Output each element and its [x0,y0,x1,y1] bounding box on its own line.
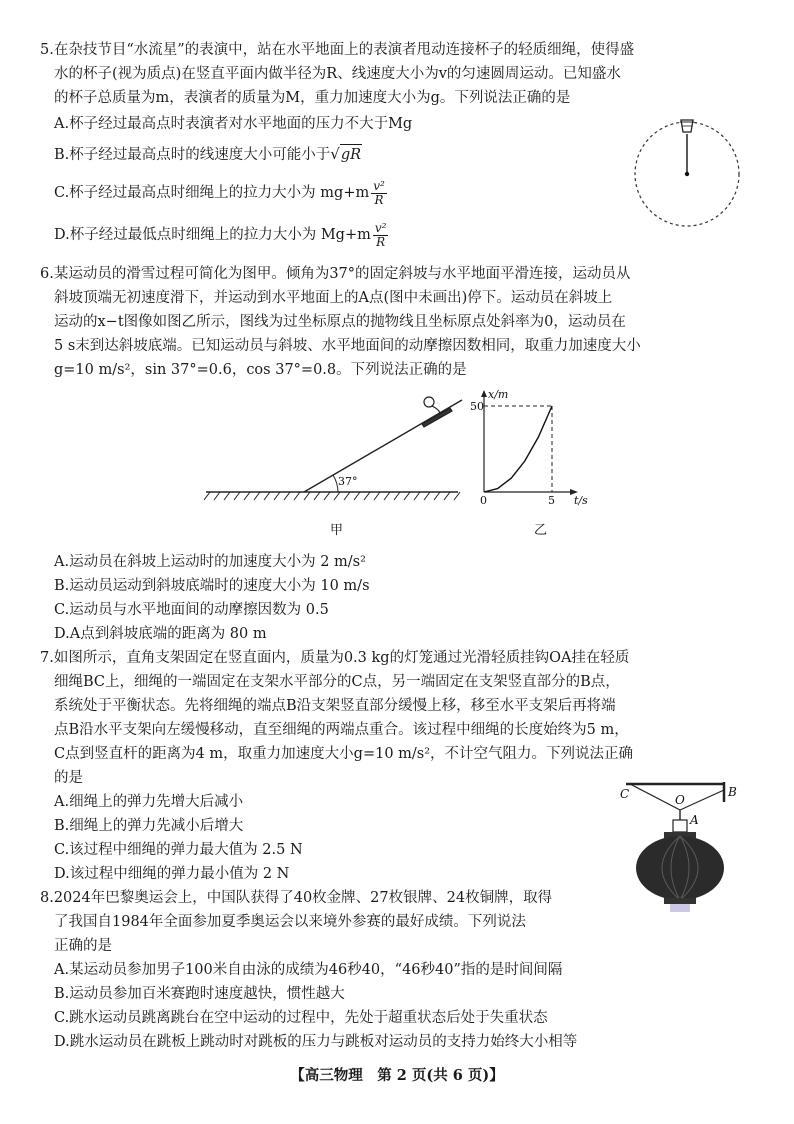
label-a: A [690,813,699,827]
fraction-numerator: v² [373,178,385,193]
q6-option-a: A.运动员在斜坡上运动时的加速度大小为 2 m/s² [54,554,366,570]
q6-xt-chart [470,386,600,540]
label-o: O [675,793,685,807]
q5-option-d-text: D.杯子经过最低点时细绳上的拉力大小为 Mg+m [54,227,371,243]
angle-label: 37° [338,475,358,488]
lantern-icon [636,820,724,912]
q5-option-c [54,176,389,210]
q8-option-d: D.跳水运动员在跳板上跳动时对跳板的压力与跳板对运动员的支持力始终大小相等 [54,1034,578,1050]
x-axis-label: t/s [574,494,588,507]
q6-slope-figure [204,390,466,540]
q7-line-4: 点B沿水平支架向左缓慢移动，直至细绳的两端点重合。该过程中细绳的长度始终为5 m， [54,722,629,738]
x-tick-label: 5 [548,494,555,507]
rope-co [630,784,680,810]
fraction-denominator: R [374,192,384,207]
q5-line-1: 5.在杂技节目“水流星”的表演中，站在水平地面上的表演者甩动连接杯子的轻质细绳，使得盛 [40,42,635,58]
q7-line-6: 的是 [54,770,83,786]
skier-icon [422,397,452,427]
sqrt-sign-icon: √ [330,145,340,163]
q7-lantern-figure [612,776,762,946]
q7-line-2: 细绳BC上，细绳的一端固定在支架水平部分的C点，另一端固定在支架竖直部分的B点， [54,674,620,690]
q5-option-d-fraction [373,222,389,249]
q5-option-b-text: B.杯子经过最高点时的线速度大小可能小于 [54,147,331,163]
q5-option-b-sqrt: gR [340,144,362,165]
center-point [685,172,689,176]
q8-option-b: B.运动员参加百米赛跑时速度越快，惯性越大 [54,986,345,1002]
q8-option-c: C.跳水运动员跳离跳台在空中运动的过程中，先处于超重状态后处于失重状态 [54,1010,548,1026]
fraction-numerator: v² [374,220,387,235]
label-c: C [620,787,630,801]
q5-option-c-text: C.杯子经过最高点时细绳上的拉力大小为 mg+m [54,185,370,201]
q6-option-b: B.运动员运动到斜坡底端时的速度大小为 10 m/s [54,578,370,594]
q5-option-c-fraction [371,180,387,207]
page-footer: 【高三物理 第 2 页(共 6 页)】 [290,1067,504,1084]
q8-line-1: 8.2024年巴黎奥运会上，中国队获得了40枚金牌、27枚银牌、24枚铜牌，取得 [40,890,553,906]
q8-line-2: 了我国自1984年全面参加夏季奥运会以来境外参赛的最好成绩。下列说法 [54,914,526,930]
figure-jia-caption: 甲 [330,523,344,538]
q6-option-d: D.A点到斜坡底端的距离为 80 m [54,626,267,642]
q6-line-1: 6.某运动员的滑雪过程可简化为图甲。倾角为37°的固定斜坡与水平地面平滑连接，运动员从 [40,266,631,282]
q7-option-a: A.细绳上的弹力先增大后减小 [54,794,244,810]
q5-option-a: A.杯子经过最高点时表演者对水平地面的压力不大于Mg [54,116,413,132]
figure-yi-caption: 乙 [534,523,548,538]
q5-line-3: 的杯子总质量为m，表演者的质量为M，重力加速度大小为g。下列说法正确的是 [54,90,571,106]
q8-line-3: 正确的是 [54,938,112,954]
origin-label: 0 [480,494,487,507]
q6-line-5: g=10 m/s²，sin 37°=0.6，cos 37°=0.8。下列说法正确的是 [54,362,467,378]
q7-option-c: C.该过程中细绳的弹力最大值为 2.5 N [54,842,303,858]
cup-icon [680,120,694,132]
fraction-denominator: R [376,234,386,249]
q5-option-d [54,218,390,252]
q5-line-2: 水的杯子(视为质点)在竖直平面内做半径为R、线速度大小为v的匀速圆周运动。已知盛水 [54,66,621,82]
q7-option-b: B.细绳上的弹力先减小后增大 [54,818,244,834]
q6-option-c: C.运动员与水平地面间的动摩擦因数为 0.5 [54,602,329,618]
y-axis-label: x/m [488,388,509,401]
q7-line-3: 系统处于平衡状态。先将细绳的端点B沿支架竖直部分缓慢上移，移至水平支架后再将端 [54,698,616,714]
q7-line-5: C点到竖直杆的距离为4 m，取重力加速度大小g=10 m/s²，不计空气阻力。下列说法正确 [54,746,634,762]
q6-line-4: 5 s末到达斜坡底端。已知运动员与斜坡、水平地面间的动摩擦因数相同，取重力加速度大小 [54,338,641,354]
xt-parabola-line [484,406,552,492]
q7-line-1: 7.如图所示，直角支架固定在竖直面内，质量为0.3 kg的灯笼通过光滑轻质挂钩OA挂在轻质 [40,650,630,666]
q5-option-b [54,144,362,165]
slope-line [304,400,462,492]
label-b: B [728,785,737,799]
q6-line-3: 运动的x−t图像如图乙所示，图线为过坐标原点的抛物线且坐标原点处斜率为0，运动员在 [54,314,626,330]
q7-option-d: D.该过程中细绳的弹力最小值为 2 N [54,866,290,882]
q8-option-a: A.某运动员参加男子100米自由泳的成绩为46秒40，“46秒40”指的是时间间隔 [54,962,563,978]
q6-line-2: 斜坡顶端无初速度滑下，并运动到水平地面上的A点(图中未画出)停下。运动员在斜坡上 [54,290,613,306]
ground-hatching [204,492,460,500]
q5-circle-figure [632,110,752,230]
y-axis-arrow-icon [481,390,487,397]
y-tick-label: 50 [470,400,484,413]
rope-ob [680,790,724,810]
